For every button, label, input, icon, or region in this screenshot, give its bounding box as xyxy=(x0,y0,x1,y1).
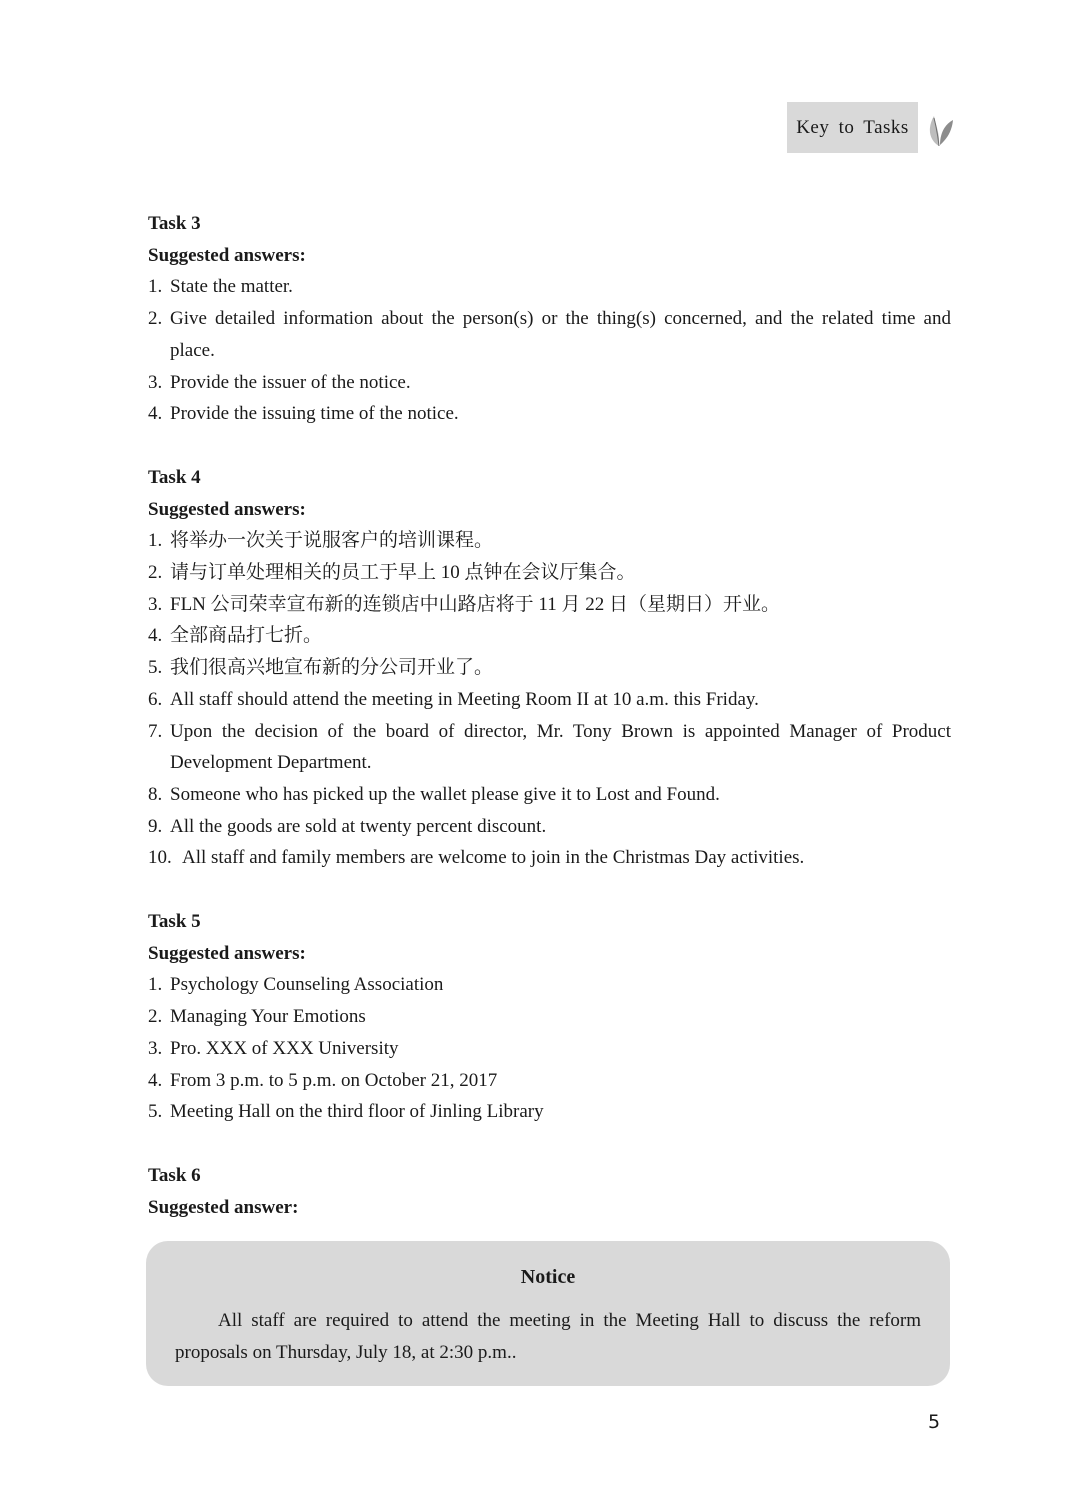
task-title: Task 5 xyxy=(148,911,201,933)
task-3-section xyxy=(148,208,951,430)
task-title: Task 3 xyxy=(148,213,201,234)
task-5-section xyxy=(148,906,951,1128)
task-subtitle: Suggested answer: xyxy=(148,1196,299,1218)
list-item: 4. Provide the issuing time of the notice. xyxy=(148,403,459,425)
answer-key-content xyxy=(148,208,951,1255)
page-number: 5 xyxy=(928,1411,941,1433)
list-item: 5. Meeting Hall on the third floor of Jinling Library xyxy=(148,1101,544,1123)
task-6-section xyxy=(148,1160,951,1223)
list-item: 2. Managing Your Emotions xyxy=(148,1006,366,1028)
answer-list xyxy=(148,525,951,874)
task-title: Task 6 xyxy=(148,1164,201,1186)
task-title: Task 4 xyxy=(148,466,201,488)
answer-list xyxy=(148,271,951,430)
list-item: 6. All staff should attend the meeting in Meeting Room II at 10 a.m. this Friday. xyxy=(148,688,759,710)
list-item: 4. 全部商品打七折。 xyxy=(148,625,323,647)
running-header-label: Key to Tasks xyxy=(796,116,909,138)
list-item: 1. 将举办一次关于说服客户的培训课程。 xyxy=(148,530,494,552)
list-item: 2. Give detailed information about the person(s) or the thing(s) concerned, and the related time and place. xyxy=(148,308,951,361)
task-4-section xyxy=(148,462,951,874)
list-item: 3. Provide the issuer of the notice. xyxy=(148,371,411,393)
list-item: 5. 我们很高兴地宣布新的分公司开业了。 xyxy=(148,657,494,679)
list-item: 3. Pro. XXX of XXX University xyxy=(148,1037,399,1059)
list-item: 1. Psychology Counseling Association xyxy=(148,974,444,996)
task-subtitle: Suggested answers: xyxy=(148,244,306,266)
notice-body: All staff are required to attend the meeting in the Meeting Hall to discuss the reform proposals on Thursday, July 18, at 2:30 p.m.. xyxy=(175,1310,921,1363)
task-subtitle: Suggested answers: xyxy=(148,942,306,964)
list-item: 7. Upon the decision of the board of director, Mr. Tony Brown is appointed Manager of Product Development Department. xyxy=(148,720,951,774)
answer-list xyxy=(148,969,951,1128)
list-item: 1. State the matter. xyxy=(148,276,293,298)
list-item: 9. All the goods are sold at twenty percent discount. xyxy=(148,815,547,837)
list-item: 10. All staff and family members are welcome to join in the Christmas Day activities. xyxy=(148,847,805,869)
running-header xyxy=(787,102,918,153)
leaf-icon xyxy=(924,110,956,148)
list-item: 8. Someone who has picked up the wallet please give it to Lost and Found. xyxy=(148,783,720,805)
list-item: 4. From 3 p.m. to 5 p.m. on October 21, 2017 xyxy=(148,1069,498,1091)
notice-box xyxy=(146,1241,950,1386)
list-item: 3. FLN 公司荣幸宣布新的连锁店中山路店将于 11 月 22 日（星期日）开业。 xyxy=(148,593,780,615)
list-item: 2. 请与订单处理相关的员工于早上 10 点钟在会议厅集合。 xyxy=(148,562,636,584)
notice-title: Notice xyxy=(520,1266,576,1288)
task-subtitle: Suggested answers: xyxy=(148,498,306,520)
